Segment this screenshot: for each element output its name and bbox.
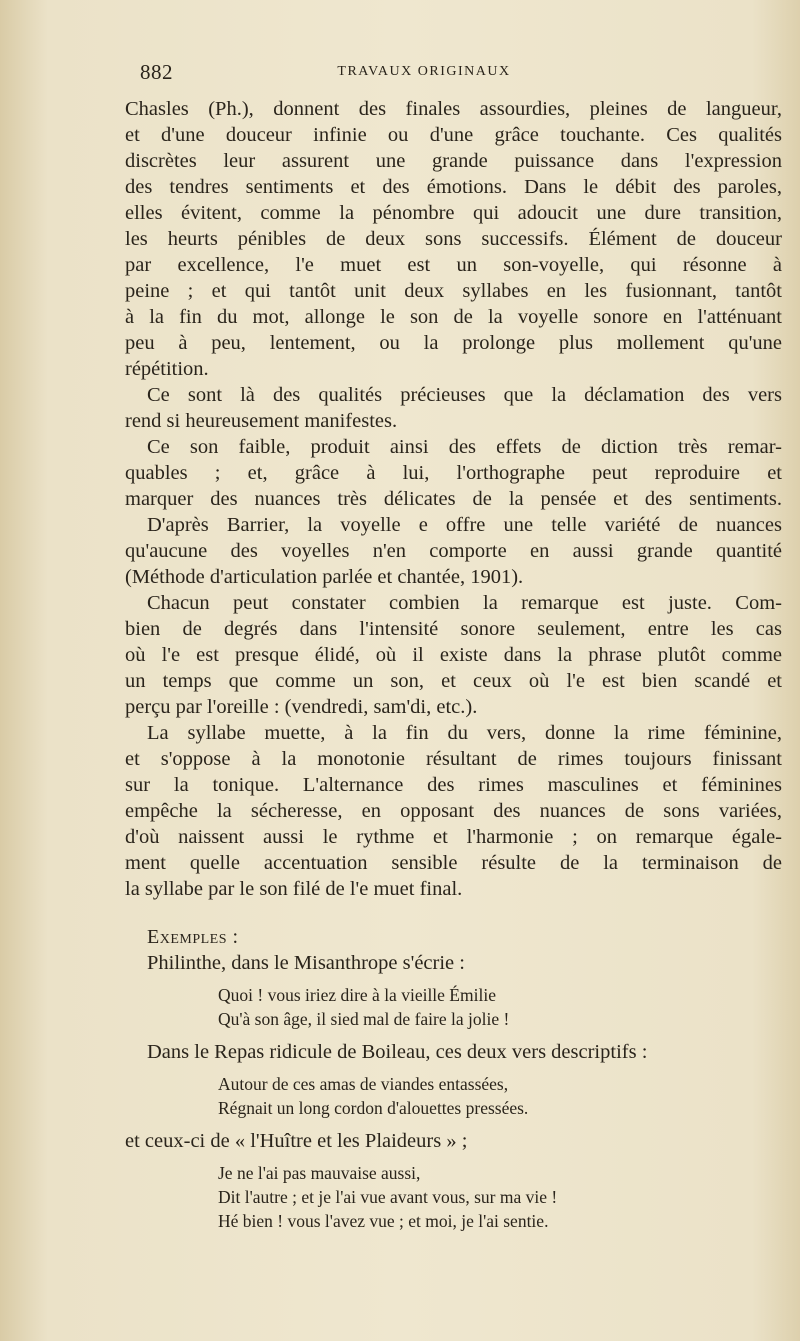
page-number: 882 [140, 60, 173, 84]
verse-line: Je ne l'ai pas mauvaise aussi, [218, 1163, 421, 1183]
body-text [125, 96, 782, 1241]
example-intro: et ceux-ci de « l'Huître et les Plaideurs » ; [125, 1130, 468, 1152]
text-line: marquer des nuances très délicates de la pensée et des sentiments. [125, 488, 782, 510]
text-line: rend si heureusement manifestes. [125, 410, 398, 432]
verse-line: Régnait un long cordon d'alouettes pressées. [218, 1098, 529, 1118]
text-line: bien de degrés dans l'intensité sonore seulement, entre les cas [125, 618, 782, 640]
verse-line: Autour de ces amas de viandes entassées, [218, 1074, 509, 1094]
text-line: sur la tonique. L'alternance des rimes masculines et féminines [125, 774, 782, 796]
text-line: où l'e est presque élidé, où il existe dans la phrase plutôt comme [125, 644, 782, 666]
text-line: Chacun peut constater combien la remarque est juste. Com- [147, 592, 782, 614]
text-line: les heurts pénibles de deux sons successifs. Élément de douceur [125, 228, 782, 250]
verse-quote [125, 1161, 782, 1233]
text-line: D'après Barrier, la voyelle e offre une telle variété de nuances [147, 514, 782, 536]
verse-line: Qu'à son âge, il sied mal de faire la jolie ! [218, 1009, 510, 1029]
example-intro: Philinthe, dans le Misanthrope s'écrie : [147, 952, 465, 974]
examples-heading: Exemples : [147, 926, 239, 948]
text-line: et s'oppose à la monotonie résultant de rimes toujours finissant [125, 748, 782, 770]
text-line: elles évitent, comme la pénombre qui adoucit une dure transition, [125, 202, 782, 224]
verse-quote [125, 1072, 782, 1120]
text-line: peine ; et qui tantôt unit deux syllabes en les fusionnant, tantôt [125, 280, 782, 302]
verse-line: Dit l'autre ; et je l'ai vue avant vous, sur ma vie ! [218, 1187, 558, 1207]
text-line: qu'aucune des voyelles n'en comporte en aussi grande quantité [125, 540, 782, 562]
text-line: (Méthode d'articulation parlée et chantée, 1901). [125, 566, 524, 588]
text-line: la syllabe par le son filé de l'e muet final. [125, 878, 463, 900]
text-line: empêche la sécheresse, en opposant des nuances de sons variées, [125, 800, 782, 822]
text-line: quables ; et, grâce à lui, l'orthographe peut reproduire et [125, 462, 782, 484]
text-line: et d'une douceur infinie ou d'une grâce touchante. Ces qualités [125, 124, 782, 146]
text-line: d'où naissent aussi le rythme et l'harmonie ; on remarque égale- [125, 826, 782, 848]
page-header [140, 60, 780, 88]
text-line: à la fin du mot, allonge le son de la voyelle sonore en l'atténuant [125, 306, 782, 328]
text-line: perçu par l'oreille : (vendredi, sam'di, etc.). [125, 696, 478, 718]
text-line: Ce sont là des qualités précieuses que la déclamation des vers [147, 384, 782, 406]
text-line: par excellence, l'e muet est un son-voyelle, qui résonne à [125, 254, 782, 276]
verse-line: Quoi ! vous iriez dire à la vieille Émilie [218, 985, 496, 1005]
text-line: peu à peu, lentement, ou la prolonge plus mollement qu'une [125, 332, 782, 354]
text-line: ment quelle accentuation sensible résulte de la terminaison de [125, 852, 782, 874]
text-line: des tendres sentiments et des émotions. Dans le débit des paroles, [125, 176, 782, 198]
running-title: TRAVAUX ORIGINAUX [337, 64, 511, 79]
text-line: La syllabe muette, à la fin du vers, donne la rime féminine, [147, 722, 782, 744]
text-line: un temps que comme un son, et ceux où l'e est bien scandé et [125, 670, 782, 692]
text-line: Ce son faible, produit ainsi des effets de diction très remar- [147, 436, 782, 458]
verse-quote [125, 983, 782, 1031]
example-intro: Dans le Repas ridicule de Boileau, ces deux vers descriptifs : [147, 1041, 648, 1063]
text-line: répétition. [125, 358, 209, 380]
verse-line: Hé bien ! vous l'avez vue ; et moi, je l'ai sentie. [218, 1211, 549, 1231]
text-line: Chasles (Ph.), donnent des finales assourdies, pleines de langueur, [125, 98, 782, 120]
text-line: discrètes leur assurent une grande puissance dans l'expression [125, 150, 782, 172]
